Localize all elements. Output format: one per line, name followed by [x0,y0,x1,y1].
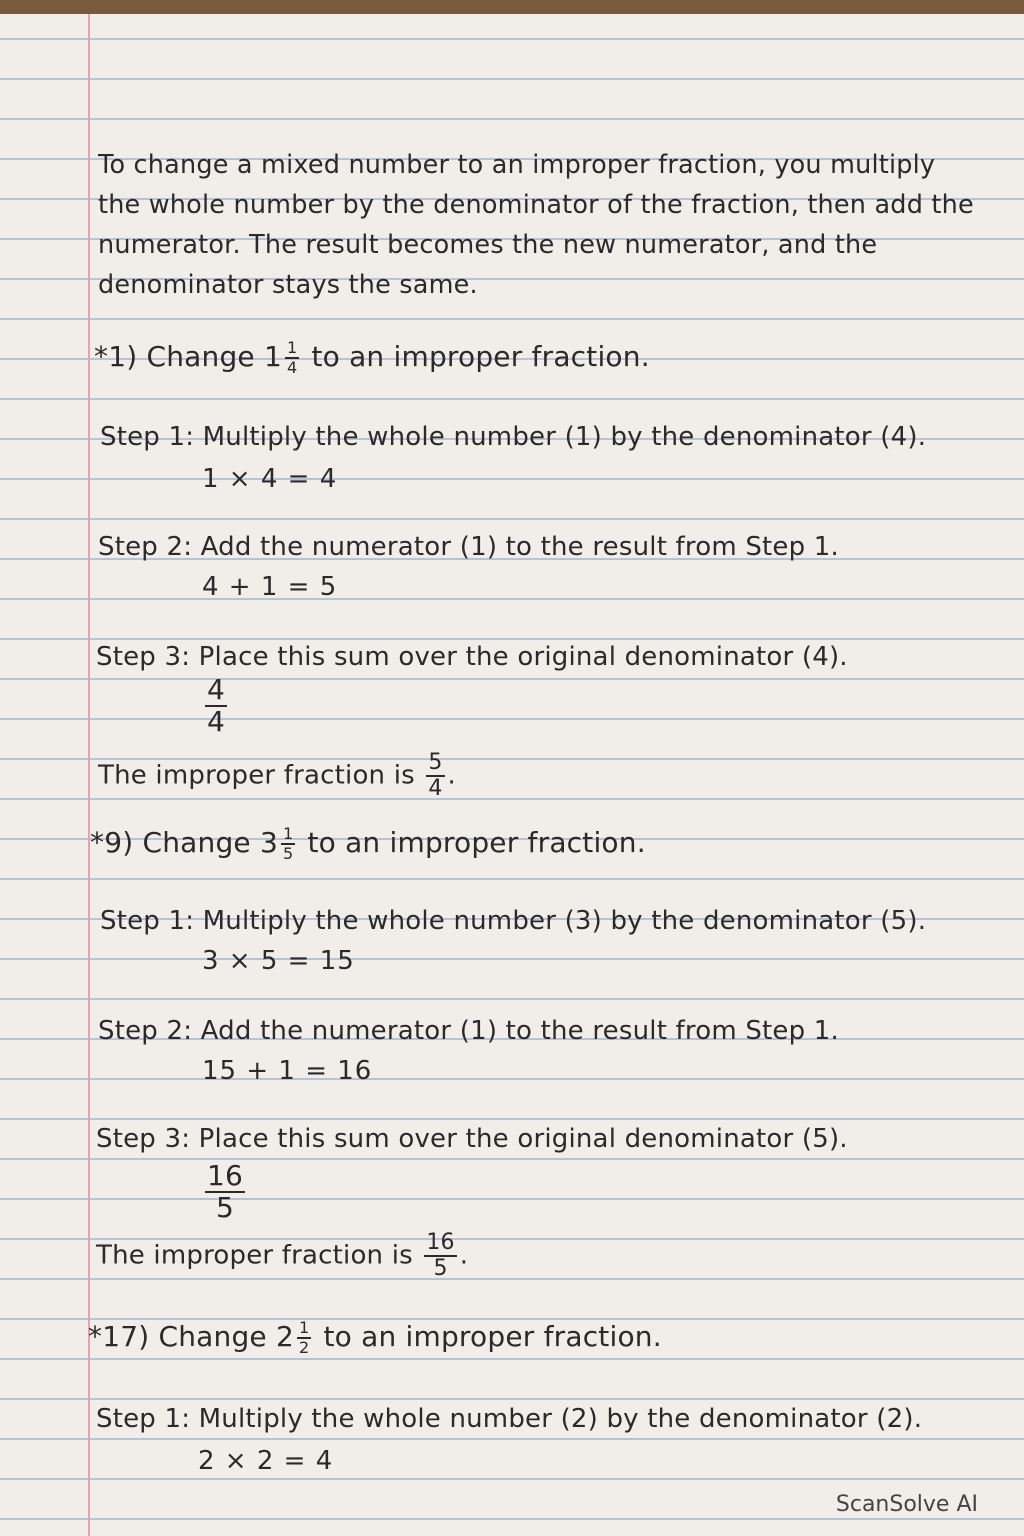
problem-1-prefix: *1) Change 1 [94,340,282,373]
step-label: Step 3: [96,1124,191,1154]
step-text: Add the numerator (1) to the result from Step 1. [200,532,839,562]
problem-9-step-2 [98,1016,839,1046]
problem-9-step-1 [100,906,926,936]
step-text: Multiply the whole number (3) by the denominator (5). [202,906,927,936]
step-label: Step 1: [96,1404,191,1434]
problem-1-heading [94,340,650,376]
problem-1-suffix: to an improper fraction. [311,340,650,373]
problem-17-suffix: to an improper fraction. [323,1320,662,1353]
margin-line [88,14,90,1536]
problem-1-result: The improper fraction is $\frac{5}{4}$ . [98,750,457,801]
step-text: Add the numerator (1) to the result from Step 1. [200,1016,839,1046]
problem-1-step-2-math: 4 + 1 = 5 [202,572,338,602]
problem-9-suffix: to an improper fraction. [307,826,646,859]
problem-9-step-3 [96,1124,848,1154]
problem-17-step-1-math: 2 × 2 = 4 [198,1446,334,1476]
step-label: Step 2: [98,532,193,562]
step-label: Step 2: [98,1016,193,1046]
problem-9-mixed-fraction: $\frac{1}{5}$ [282,824,294,863]
problem-17-step-1 [96,1404,922,1434]
problem-9-step-1-math: 3 × 5 = 15 [202,946,355,976]
problem-9-step-3-fraction: $\frac{16}{5}$ [207,1159,244,1224]
intro-line-1: To change a mixed number to an improper fraction, you multiply [98,150,936,180]
step-text: Multiply the whole number (2) by the denominator (2). [198,1404,923,1434]
problem-9-heading [90,826,646,862]
problem-1-step-1-math: 1 × 4 = 4 [202,464,338,494]
problem-9-step-2-math: 15 + 1 = 16 [202,1056,373,1086]
step-text: Place this sum over the original denominator (5). [198,1124,848,1154]
step-label: Step 1: [100,422,195,452]
result-text: The improper fraction is [96,1240,413,1271]
problem-1-step-1 [100,422,926,452]
problem-1-mixed-fraction: $\frac{1}{4}$ [286,338,298,377]
problem-17-mixed-fraction: $\frac{1}{2}$ [298,1318,310,1357]
step-label: Step 1: [100,906,195,936]
problem-1-step-3 [96,642,848,672]
problem-1-step-3-fraction: $\frac{4}{4}$ [207,673,226,738]
problem-17-prefix: *17) Change 2 [88,1320,294,1353]
step-text: Place this sum over the original denominator (4). [198,642,848,672]
problem-9-result: The improper fraction is $\frac{16}{5}$ . [96,1230,469,1281]
page-top-edge [0,0,1024,14]
watermark: ScanSolve AI [835,1492,978,1517]
step-text: Multiply the whole number (1) by the denominator (4). [202,422,927,452]
intro-line-4: denominator stays the same. [98,270,478,300]
intro-line-2: the whole number by the denominator of the fraction, then add the [98,190,974,220]
problem-1-step-2 [98,532,839,562]
problem-17-heading [88,1320,662,1356]
problem-9-prefix: *9) Change 3 [90,826,278,859]
intro-line-3: numerator. The result becomes the new numerator, and the [98,230,878,260]
result-text: The improper fraction is [98,760,415,791]
step-label: Step 3: [96,642,191,672]
